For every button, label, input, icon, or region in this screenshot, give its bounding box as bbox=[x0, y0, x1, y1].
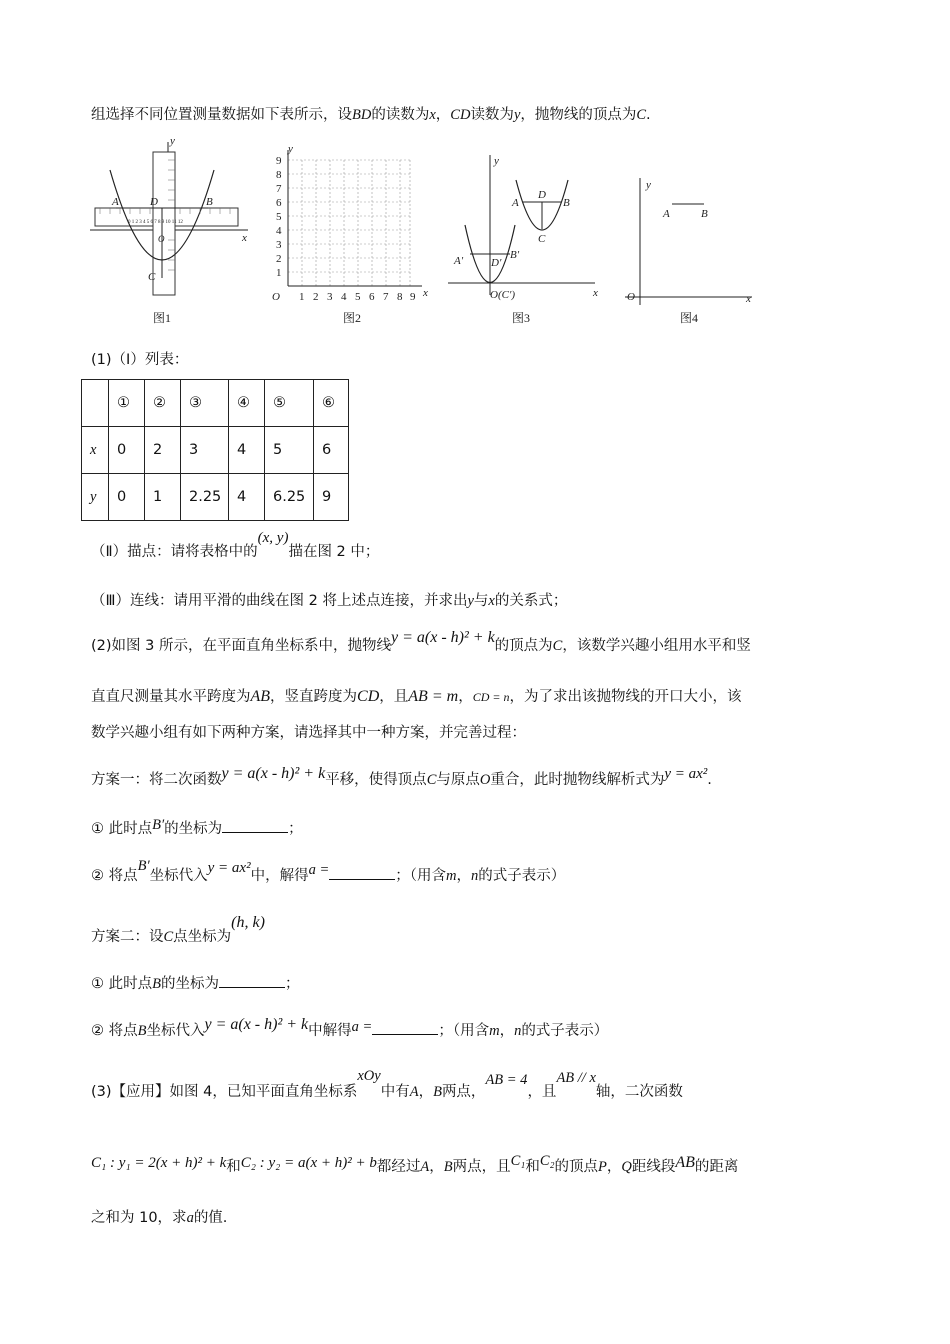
intro-text: 读数为 bbox=[470, 107, 514, 123]
math-b-point: B bbox=[443, 1159, 453, 1175]
fig2-x-tick: 9 bbox=[410, 291, 416, 303]
fig4-point-b: B bbox=[701, 208, 708, 220]
intro-x: x bbox=[429, 107, 436, 123]
answer-blank[interactable] bbox=[329, 867, 395, 880]
math-ab: AB bbox=[675, 1154, 695, 1171]
q3-line-2 bbox=[91, 1155, 738, 1176]
fig3-point-d: D bbox=[538, 189, 546, 201]
text: （Ⅱ）描点：请将表格中的 bbox=[91, 544, 258, 560]
fig2-grid bbox=[288, 160, 410, 286]
figures bbox=[80, 130, 770, 330]
math-n: n bbox=[514, 1023, 522, 1039]
math-a-point: A bbox=[420, 1159, 430, 1175]
fig1-x-label: x bbox=[242, 232, 247, 244]
figure-2 bbox=[272, 143, 428, 325]
math-c: C bbox=[426, 772, 437, 788]
text: 距线段 bbox=[631, 1159, 676, 1175]
text: 的值. bbox=[193, 1210, 228, 1226]
fig2-y-tick: 1 bbox=[276, 267, 282, 279]
text: ，且 bbox=[527, 1084, 557, 1100]
intro-bd: BD bbox=[352, 107, 372, 123]
fig2-y-tick: 5 bbox=[276, 211, 282, 223]
text: 的关系式； bbox=[494, 593, 568, 609]
table-cell: ④ bbox=[229, 380, 265, 427]
text: 的坐标为 bbox=[164, 821, 223, 837]
text: ， bbox=[456, 868, 471, 884]
table-row bbox=[82, 474, 349, 521]
text: 点坐标为 bbox=[173, 929, 232, 945]
fig4-origin: O bbox=[627, 291, 635, 303]
text: ① 此时点 bbox=[91, 976, 153, 992]
math-c1: C₁ bbox=[510, 1153, 526, 1169]
table-row bbox=[82, 427, 349, 474]
fig3-point-b-prime: B′ bbox=[510, 249, 520, 261]
table-cell: 0 bbox=[109, 427, 145, 474]
plan-2-step-1 bbox=[91, 972, 299, 993]
figure-4 bbox=[625, 178, 752, 325]
math-c: C bbox=[552, 638, 563, 654]
text: 两点， bbox=[441, 1084, 486, 1100]
text: 与 bbox=[473, 593, 489, 609]
text: ① 此时点 bbox=[91, 821, 153, 837]
math-ab-4: AB = 4 bbox=[485, 1072, 528, 1088]
math-m: m bbox=[489, 1023, 500, 1039]
fig4-x-label: x bbox=[746, 293, 751, 305]
table-cell: ⑤ bbox=[265, 380, 314, 427]
fig4-y-label: y bbox=[646, 179, 651, 191]
text: 两点，且 bbox=[452, 1159, 511, 1175]
fig2-y-tick: 7 bbox=[276, 183, 282, 195]
fig4-caption: 图4 bbox=[680, 311, 699, 325]
math-cd-n: CD = n bbox=[472, 690, 510, 704]
math-x: x bbox=[488, 593, 495, 609]
math-q: Q bbox=[621, 1159, 632, 1175]
fig2-x-tick: 6 bbox=[369, 291, 375, 303]
text: 平移，使得顶点 bbox=[325, 772, 427, 788]
q2-line-1 bbox=[91, 629, 751, 655]
q2-line-2 bbox=[91, 685, 741, 706]
table-cell: 2 bbox=[145, 427, 181, 474]
math-y: y bbox=[467, 593, 474, 609]
math-y-ax2: y = ax² bbox=[207, 860, 251, 876]
fig3-point-b: B bbox=[563, 197, 570, 209]
text: ；（用含 bbox=[395, 868, 446, 884]
text: 的距离 bbox=[694, 1159, 739, 1175]
math-m: m bbox=[446, 868, 457, 884]
text: 中，解得 bbox=[250, 868, 309, 884]
intro-c: C bbox=[636, 107, 647, 123]
text: 坐标代入 bbox=[146, 1023, 205, 1039]
text: 都经过 bbox=[376, 1159, 421, 1175]
q3-line-1 bbox=[91, 1068, 683, 1101]
fig2-x-tick: 5 bbox=[355, 291, 361, 303]
text: 方案二：设 bbox=[91, 929, 164, 945]
text: 的顶点 bbox=[554, 1159, 599, 1175]
figure-3 bbox=[448, 155, 598, 325]
fig1-origin: O bbox=[158, 234, 165, 244]
table-cell: y bbox=[82, 474, 109, 521]
fig3-point-a: A bbox=[512, 197, 519, 209]
text: ； bbox=[288, 821, 303, 837]
plan-2-step-2 bbox=[91, 1016, 609, 1040]
fig3-origin-c-prime: O(C′) bbox=[490, 289, 516, 301]
math-vertex-form: y = a(x - h)² + k bbox=[204, 1016, 309, 1033]
text: 和 bbox=[226, 1159, 241, 1175]
plan-1-step-1 bbox=[91, 817, 303, 838]
answer-blank[interactable] bbox=[219, 975, 285, 988]
text: ② 将点 bbox=[91, 1023, 138, 1039]
plan-2-intro bbox=[91, 914, 265, 946]
text: ，竖直跨度为 bbox=[270, 689, 358, 705]
math-b-point: B bbox=[433, 1084, 442, 1100]
fig2-x-tick: 1 bbox=[299, 291, 305, 303]
table-header-row bbox=[82, 380, 349, 427]
fig3-point-c: C bbox=[538, 233, 546, 245]
fig3-caption: 图3 bbox=[512, 311, 531, 325]
fig2-x-tick: 4 bbox=[341, 291, 347, 303]
fig1-point-a: A bbox=[112, 196, 119, 208]
fig3-point-d-prime: D′ bbox=[491, 257, 502, 269]
intro-text: ， bbox=[435, 107, 451, 123]
table-cell: ② bbox=[145, 380, 181, 427]
math-b-prime: B′ bbox=[137, 858, 150, 874]
table-cell: ① bbox=[109, 380, 145, 427]
math-ab-parallel-x: AB // x bbox=[556, 1070, 596, 1086]
fig1-y-label: y bbox=[170, 135, 175, 147]
math-a-point: A bbox=[409, 1084, 419, 1100]
math-a-equals: a = bbox=[308, 862, 330, 878]
table-cell: 9 bbox=[314, 474, 349, 521]
text: (2)如图 3 所示，在平面直角坐标系中，抛物线 bbox=[91, 638, 391, 654]
fig2-y-tick: 4 bbox=[276, 225, 282, 237]
math-a-equals: a = bbox=[351, 1019, 373, 1035]
intro-cd: CD bbox=[450, 107, 471, 123]
math-c2-equation: C₂ : y₂ = a(x + h)² + b bbox=[240, 1155, 377, 1171]
text: 的式子表示） bbox=[478, 868, 566, 884]
intro-line bbox=[91, 103, 651, 124]
plan-1-intro bbox=[91, 765, 712, 789]
table-cell: 2.25 bbox=[181, 474, 229, 521]
text: . bbox=[707, 772, 712, 788]
text: ， bbox=[458, 689, 473, 705]
text: ， bbox=[429, 1159, 444, 1175]
text: ；（用含 bbox=[438, 1023, 490, 1039]
data-table bbox=[81, 379, 349, 521]
fig1-point-d: D bbox=[150, 196, 158, 208]
answer-blank[interactable] bbox=[222, 820, 288, 833]
fig3-y-label: y bbox=[494, 155, 499, 167]
table-cell: 1 bbox=[145, 474, 181, 521]
table-cell: 4 bbox=[229, 427, 265, 474]
text: 中有 bbox=[380, 1084, 410, 1100]
text: 方案一：将二次函数 bbox=[91, 772, 222, 788]
q1-step-iii bbox=[91, 589, 567, 610]
text: 直直尺测量其水平跨度为 bbox=[91, 689, 251, 705]
fig3-point-a-prime: A′ bbox=[454, 255, 464, 267]
text: （Ⅲ）连线：请用平滑的曲线在图 2 将上述点连接，并求出 bbox=[91, 593, 468, 609]
math-vertex-form: y = a(x - h)² + k bbox=[390, 629, 495, 646]
fig2-y-tick: 3 bbox=[276, 239, 282, 251]
answer-blank[interactable] bbox=[372, 1022, 438, 1035]
intro-text: . bbox=[646, 107, 651, 123]
text: ， bbox=[606, 1159, 622, 1175]
text: 的式子表示） bbox=[521, 1023, 609, 1039]
text: (3)【应用】如图 4，已知平面直角坐标系 bbox=[91, 1084, 358, 1100]
intro-text: ，抛物线的顶点为 bbox=[520, 107, 637, 123]
fig2-y-label: y bbox=[288, 143, 293, 155]
table-cell: ③ bbox=[181, 380, 229, 427]
text: ，且 bbox=[379, 689, 409, 705]
text: 描在图 2 中； bbox=[288, 544, 380, 560]
q2-line-3: 数学兴趣小组有如下两种方案，请选择其中一种方案，并完善过程： bbox=[91, 725, 526, 741]
fig4-point-a: A bbox=[663, 208, 670, 220]
fig3-x-label: x bbox=[593, 287, 598, 299]
fig2-y-tick: 9 bbox=[276, 155, 282, 167]
text: 的坐标为 bbox=[160, 976, 219, 992]
math-b-prime: B′ bbox=[152, 817, 165, 833]
text: 坐标代入 bbox=[149, 868, 208, 884]
fig2-y-tick: 2 bbox=[276, 253, 282, 265]
table-cell: ⑥ bbox=[314, 380, 349, 427]
math-y-ax2: y = ax² bbox=[664, 766, 708, 782]
text: ， bbox=[499, 1023, 515, 1039]
q1-label: (1)（Ⅰ）列表： bbox=[91, 352, 189, 368]
fig2-x-label: x bbox=[423, 287, 428, 299]
text: 轴，二次函数 bbox=[595, 1084, 683, 1100]
fig2-caption: 图2 bbox=[343, 311, 362, 325]
fig1-point-c: C bbox=[148, 271, 156, 283]
fig1-caption: 图1 bbox=[153, 311, 172, 325]
text: 重合，此时抛物线解析式为 bbox=[490, 772, 665, 788]
fig2-origin: O bbox=[272, 291, 280, 303]
math-b: B bbox=[137, 1023, 147, 1039]
q1-step-ii bbox=[91, 530, 380, 561]
q3-line-3 bbox=[91, 1206, 227, 1227]
math-xoy: xOy bbox=[357, 1068, 381, 1084]
math-p: P bbox=[598, 1159, 607, 1175]
fig2-x-tick: 2 bbox=[313, 291, 319, 303]
text: ； bbox=[284, 976, 300, 992]
plan-1-step-2 bbox=[91, 858, 566, 885]
table-cell: 3 bbox=[181, 427, 229, 474]
math-xy: (x, y) bbox=[257, 530, 289, 546]
text: 与原点 bbox=[436, 772, 480, 788]
math-vertex-form: y = a(x - h)² + k bbox=[221, 765, 326, 782]
table-cell: 4 bbox=[229, 474, 265, 521]
text: ，该数学兴趣小组用水平和竖 bbox=[562, 638, 751, 654]
text: 和 bbox=[525, 1159, 540, 1175]
fig1-ruler-labels: 0 1 2 3 4 5 6 7 8 9 10 11 12 bbox=[128, 220, 183, 225]
intro-text: 组选择不同位置测量数据如下表所示，设 bbox=[91, 107, 352, 123]
fig2-x-tick: 3 bbox=[327, 291, 333, 303]
fig2-y-tick: 8 bbox=[276, 169, 282, 181]
math-n: n bbox=[470, 868, 479, 884]
table-cell: 5 bbox=[265, 427, 314, 474]
math-b: B bbox=[152, 976, 161, 992]
math-c: C bbox=[163, 929, 174, 945]
intro-y: y bbox=[513, 107, 521, 123]
figure-1 bbox=[90, 135, 248, 325]
text: 之和为 10，求 bbox=[91, 1210, 187, 1226]
math-c2: C₂ bbox=[539, 1153, 555, 1169]
math-cd: CD bbox=[357, 688, 380, 705]
math-ab-m: AB = m bbox=[408, 688, 459, 705]
math-ab: AB bbox=[250, 688, 271, 705]
fig2-x-tick: 7 bbox=[383, 291, 389, 303]
text: ，为了求出该抛物线的开口大小，该 bbox=[509, 689, 742, 705]
fig2-y-tick: 6 bbox=[276, 197, 282, 209]
table-cell: 6.25 bbox=[265, 474, 314, 521]
math-c1-equation: C₁ : y₁ = 2(x + h)² + k bbox=[91, 1155, 227, 1171]
fig1-point-b: B bbox=[206, 196, 213, 208]
table-cell: 0 bbox=[109, 474, 145, 521]
text: 中解得 bbox=[308, 1023, 352, 1039]
fig2-x-tick: 8 bbox=[397, 291, 403, 303]
math-a: a bbox=[186, 1210, 194, 1226]
math-hk: (h, k) bbox=[231, 914, 265, 931]
table-cell: x bbox=[82, 427, 109, 474]
math-o: O bbox=[479, 772, 491, 788]
text: 的顶点为 bbox=[494, 638, 553, 654]
text: ， bbox=[418, 1084, 434, 1100]
table-cell bbox=[82, 380, 109, 427]
table-cell: 6 bbox=[314, 427, 349, 474]
intro-text: 的读数为 bbox=[371, 107, 430, 123]
text: ② 将点 bbox=[91, 868, 138, 884]
